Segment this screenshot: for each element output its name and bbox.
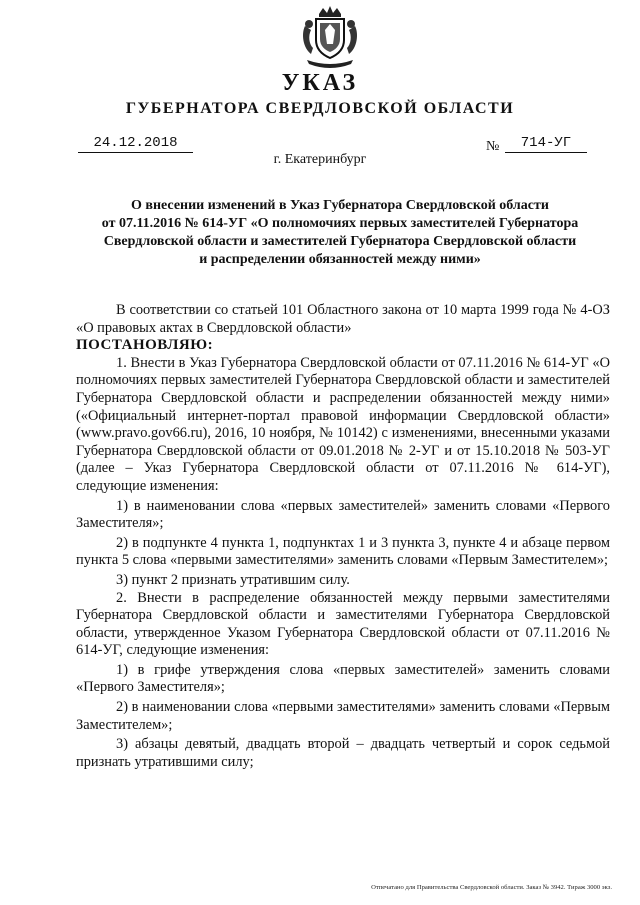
subparagraph-2-2: 2) в наименовании слова «первыми заместителями» заменить словами «Первым Заместителем»; <box>76 699 610 733</box>
coat-of-arms-icon <box>299 4 361 70</box>
paragraph-1: 1. Внести в Указ Губернатора Свердловской области от 07.11.2016 № 614-УГ «О полномочиях первых заместителей Губернатора Свердловской области и заместителей Губернатора Свердловской области и распределении обязанностей между ними» («Официальный интернет-портал правовой информации Свердловской области» (www.pravo.gov66.ru), 2016, 10 ноября, № 10142) с изменениями, внесенными указами Губернатора Свердловской области от 09.01.2018 № 2-УГ и от 15.10.2018 № 503-УГ (далее – Указ Губернатора Свердловской области от 07.11.2016 № 614-УГ), следующие изменения: <box>76 354 610 494</box>
subparagraph-1-1: 1) в наименовании слова «первых заместителей» заменить словами «Первого Заместителя»; <box>76 497 610 532</box>
subparagraph-1-2: 2) в подпункте 4 пункта 1, подпунктах 1 и 3 пункта 3, пункте 4 и абзаце первом пункта 5 слова «первыми заместителями» заменить словами «Первым Заместителем»; <box>76 534 610 569</box>
print-footer: Отпечатано для Правительства Свердловской области. Заказ № 3942. Тираж 3000 экз. <box>371 884 612 891</box>
decree-word: ПОСТАНОВЛЯЮ: <box>76 337 214 354</box>
heading-line: Свердловской области и заместителей Губернатора Свердловской области <box>103 234 577 249</box>
document-title: УКАЗ <box>281 70 359 96</box>
subparagraph-1-3: 3) пункт 2 признать утратившим силу. <box>116 571 350 588</box>
heading-line: и распределении обязанностей между ними» <box>199 252 481 267</box>
document-body <box>76 302 610 771</box>
number-sign: № <box>486 139 500 154</box>
document-date: 24.12.2018 <box>78 135 193 153</box>
paragraph-2: 2. Внести в распределение обязанностей между первыми заместителями Губернатора Свердловской области и заместителями Губернатора Свердловской области, утвержденное Указом Губернатора Свердловской области от 07.11.2016 № 614-УГ, следующие изменения: <box>76 589 610 659</box>
document-city: г. Екатеринбург <box>273 152 367 167</box>
heading-line: О внесении изменений в Указ Губернатора Свердловской области <box>131 198 549 213</box>
heading-line: от 07.11.2016 № 614-УГ «О полномочиях первых заместителей Губернатора <box>101 216 579 231</box>
subparagraph-2-1: 1) в грифе утверждения слова «первых заместителей» заменить словами «Первого Заместителя»; <box>76 661 610 696</box>
document-issuer: ГУБЕРНАТОРА СВЕРДЛОВСКОЙ ОБЛАСТИ <box>125 100 515 117</box>
preamble: В соответствии со статьей 101 Областного закона от 10 марта 1999 года № 4-ОЗ «О правовых актах в Свердловской области» <box>76 302 610 336</box>
document-heading <box>75 197 605 269</box>
document-number: 714-УГ <box>505 135 587 153</box>
subparagraph-2-3: 3) абзацы девятый, двадцать второй – двадцать четвертый и сорок седьмой признать утратившими силу; <box>76 736 610 770</box>
